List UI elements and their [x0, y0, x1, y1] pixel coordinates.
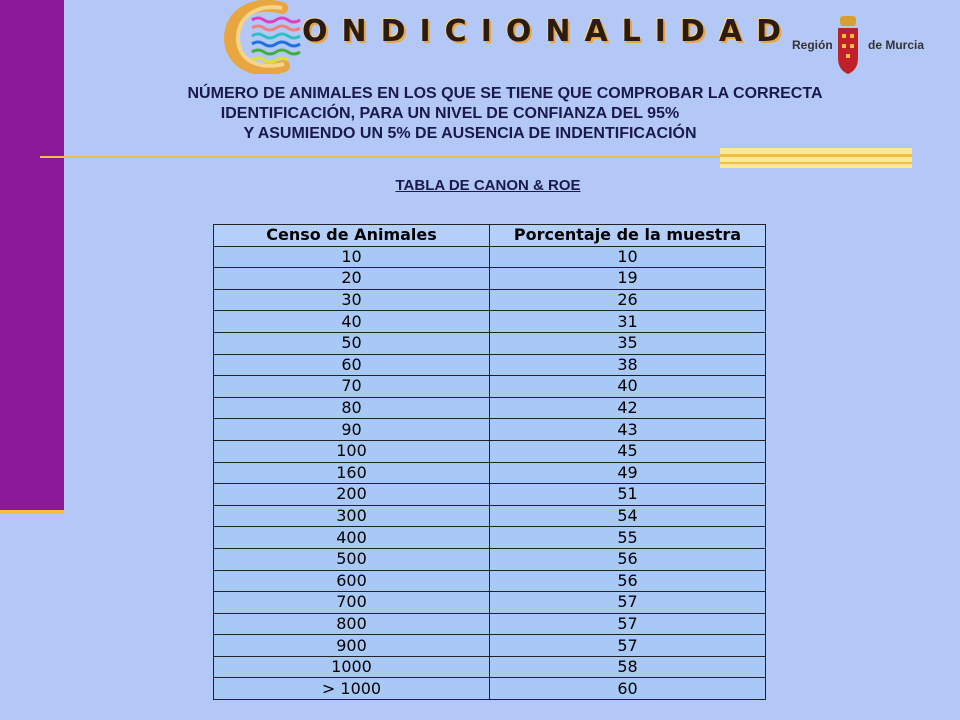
murcia-coat-of-arms-icon	[834, 14, 862, 78]
sample-percentage-cell: 45	[490, 440, 766, 462]
census-cell: 160	[214, 462, 490, 484]
table-row	[214, 548, 766, 570]
table-row	[214, 656, 766, 678]
column-header-census: Censo de Animales	[214, 225, 490, 247]
table-row	[214, 678, 766, 700]
sample-percentage-cell: 58	[490, 656, 766, 678]
table-row	[214, 592, 766, 614]
table-header-row	[214, 225, 766, 247]
table-row	[214, 397, 766, 419]
table-row	[214, 289, 766, 311]
page-headline	[60, 84, 920, 144]
table-row	[214, 268, 766, 290]
table-row	[214, 419, 766, 441]
sample-percentage-cell: 60	[490, 678, 766, 700]
sample-percentage-cell: 55	[490, 527, 766, 549]
census-cell: 60	[214, 354, 490, 376]
logo-c-emblem	[224, 0, 304, 74]
region-right-label: de Murcia	[868, 38, 925, 52]
side-accent-bar	[0, 0, 64, 510]
table-row	[214, 354, 766, 376]
sample-percentage-cell: 35	[490, 332, 766, 354]
table-row	[214, 440, 766, 462]
census-cell: > 1000	[214, 678, 490, 700]
table-row	[214, 311, 766, 333]
sample-percentage-cell: 10	[490, 246, 766, 268]
table-body	[214, 246, 766, 699]
census-cell: 10	[214, 246, 490, 268]
table-row	[214, 527, 766, 549]
table-caption: TABLA DE CANON & ROE	[395, 177, 581, 194]
census-cell: 700	[214, 592, 490, 614]
headline-line-3: Y ASUMIENDO UN 5% DE AUSENCIA DE INDENTIFICACIÓN	[243, 125, 697, 142]
sample-percentage-cell: 56	[490, 570, 766, 592]
table-row	[214, 246, 766, 268]
sample-percentage-cell: 56	[490, 548, 766, 570]
sample-percentage-cell: 51	[490, 484, 766, 506]
sample-percentage-cell: 49	[490, 462, 766, 484]
canon-roe-table	[213, 224, 766, 700]
logo-wordmark: ONDICIONALIDAD	[302, 14, 795, 49]
table-row	[214, 376, 766, 398]
sample-percentage-cell: 31	[490, 311, 766, 333]
census-cell: 200	[214, 484, 490, 506]
census-cell: 300	[214, 505, 490, 527]
census-cell: 1000	[214, 656, 490, 678]
census-cell: 70	[214, 376, 490, 398]
census-cell: 800	[214, 613, 490, 635]
headline-line-2: IDENTIFICACIÓN, PARA UN NIVEL DE CONFIANZA DEL 95%	[220, 105, 680, 122]
census-cell: 50	[214, 332, 490, 354]
census-cell: 30	[214, 289, 490, 311]
census-cell: 20	[214, 268, 490, 290]
census-cell: 80	[214, 397, 490, 419]
table-row	[214, 613, 766, 635]
column-header-sample-percentage: Porcentaje de la muestra	[490, 225, 766, 247]
census-cell: 90	[214, 419, 490, 441]
sample-percentage-cell: 43	[490, 419, 766, 441]
sample-percentage-cell: 38	[490, 354, 766, 376]
table-row	[214, 462, 766, 484]
table-row	[214, 635, 766, 657]
sample-percentage-cell: 54	[490, 505, 766, 527]
region-murcia-brand	[792, 14, 932, 78]
divider-block	[720, 148, 912, 168]
census-cell: 40	[214, 311, 490, 333]
census-cell: 900	[214, 635, 490, 657]
headline-line-1: NÚMERO DE ANIMALES EN LOS QUE SE TIENE QUE COMPROBAR LA CORRECTA	[187, 85, 823, 102]
census-cell: 600	[214, 570, 490, 592]
census-cell: 400	[214, 527, 490, 549]
sample-percentage-cell: 57	[490, 613, 766, 635]
region-left-label: Región	[792, 38, 833, 52]
table-row	[214, 570, 766, 592]
sample-percentage-cell: 26	[490, 289, 766, 311]
table-row	[214, 484, 766, 506]
sample-percentage-cell: 42	[490, 397, 766, 419]
side-accent-bar-edge	[0, 510, 64, 514]
sample-percentage-cell: 40	[490, 376, 766, 398]
condicionalidad-logo	[224, 0, 795, 74]
table-row	[214, 505, 766, 527]
census-cell: 100	[214, 440, 490, 462]
sample-percentage-cell: 19	[490, 268, 766, 290]
divider-line	[40, 156, 740, 158]
table-row	[214, 332, 766, 354]
sample-percentage-cell: 57	[490, 592, 766, 614]
sample-percentage-cell: 57	[490, 635, 766, 657]
census-cell: 500	[214, 548, 490, 570]
